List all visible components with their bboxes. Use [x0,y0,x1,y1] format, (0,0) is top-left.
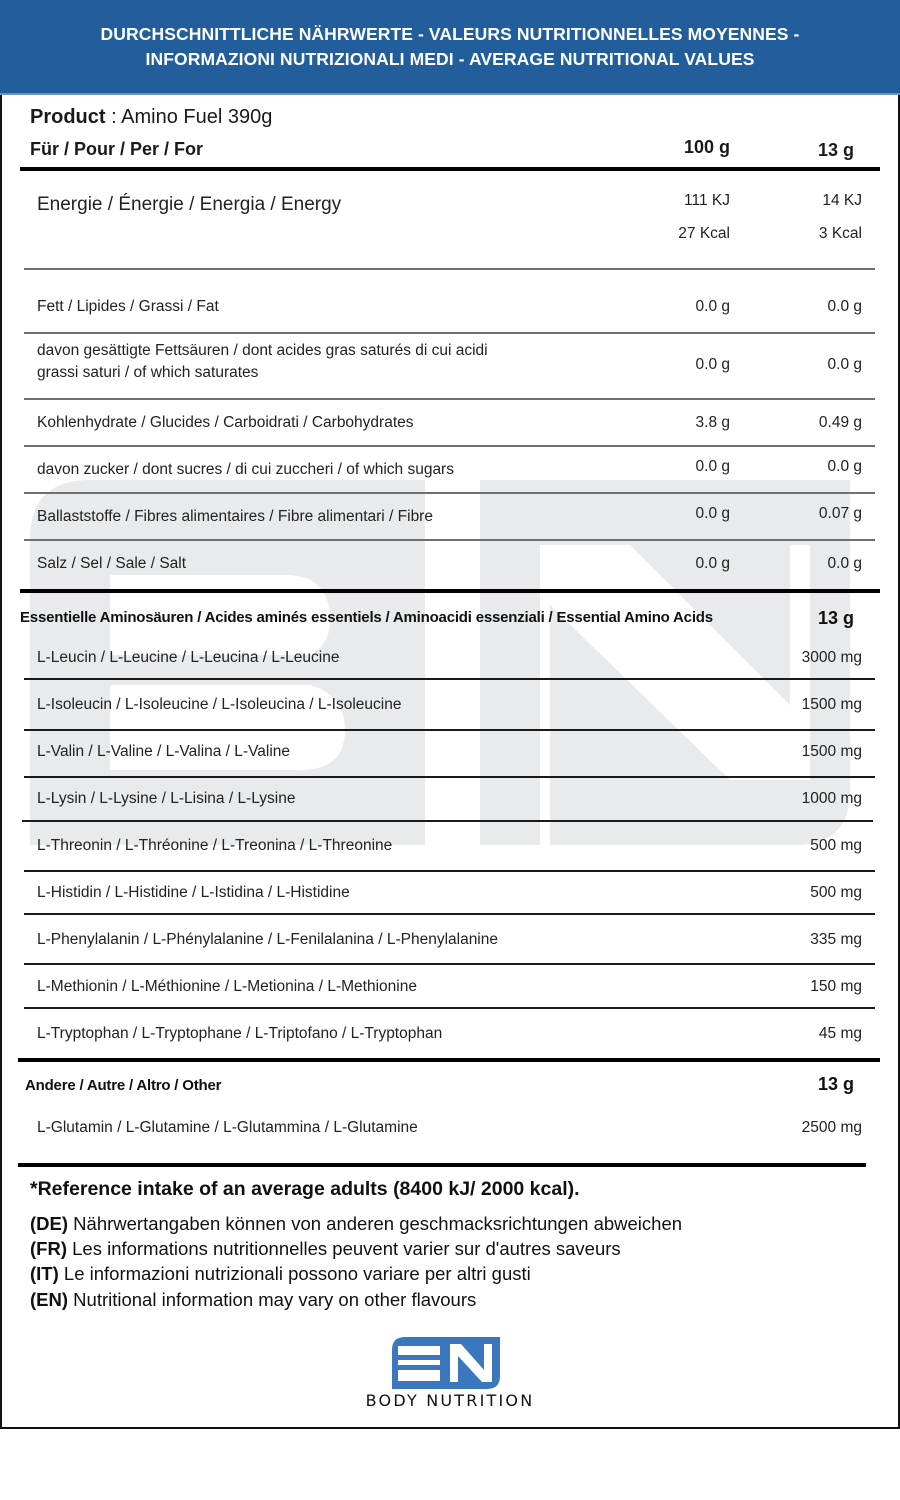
other-serving: 13 g [817,1074,854,1094]
energy-label: Energie / Énergie / Energia / Energy [37,194,342,215]
row-divider [24,539,875,541]
row-divider [24,445,875,447]
note-text: Les informations nutritionnelles peuvent varier sur d'autres saveurs [66,1238,621,1259]
amino-label: L-Phenylalanin / L-Phénylalanine / L-Fenilalanina / L-Phenylalanine [37,931,498,948]
other-title: Andere / Autre / Altro / Other [25,1077,222,1094]
nutrient-label: Ballaststoffe / Fibres alimentaires / Fibre alimentari / Fibre [37,508,433,525]
nutrient-per100: 0.0 g [695,356,730,373]
section-divider [18,1058,880,1062]
amino-value: 500 mg [810,837,862,854]
amino-value: 150 mg [810,978,862,995]
note-text: Nutritional information may vary on other flavours [68,1289,477,1310]
amino-label: L-Methionin / L-Méthionine / L-Metionina / L-Methionine [37,978,417,995]
note-text: Nährwertangaben können von anderen geschmacksrichtungen abweichen [68,1213,683,1234]
amino-label: L-Valin / L-Valine / L-Valina / L-Valine [37,743,291,760]
amino-label: L-Threonin / L-Thréonine / L-Treonina / L-Threonine [37,837,393,854]
other-label: L-Glutamin / L-Glutamine / L-Glutammina / L-Glutamine [37,1119,418,1136]
row-divider [24,268,875,270]
note-it [30,1263,531,1285]
nutrient-per100: 0.0 g [695,555,730,572]
nutrient-per100: 3.8 g [695,414,730,431]
amino-value: 500 mg [810,884,862,901]
nutrient-serving: 0.0 g [827,555,862,572]
amino-label: L-Lysin / L-Lysine / L-Lisina / L-Lysine [37,790,296,807]
reference-intake-note: *Reference intake of an average adults (8400 kJ/ 2000 kcal). [30,1178,580,1200]
nutrient-serving: 0.07 g [818,505,862,522]
section-divider [20,589,880,593]
nutrient-per100: 0.0 g [695,298,730,315]
nutrient-label: Fett / Lipides / Grassi / Fat [37,298,219,315]
amino-label: L-Histidin / L-Histidine / L-Istidina / L-Histidine [37,884,350,901]
per-label: Für / Pour / Per / For [30,139,204,159]
column-100g: 100 g [683,137,730,157]
title-line-2: INFORMAZIONI NUTRIZIONALI MEDI - AVERAGE NUTRITIONAL VALUES [145,49,755,69]
product-separator: : [105,106,122,128]
nutrient-label-line2: grassi saturi / of which saturates [37,364,259,381]
note-code: (EN) [30,1289,69,1310]
nutrient-label: Salz / Sel / Sale / Salt [37,555,187,572]
row-divider [24,492,875,494]
note-fr [30,1238,621,1260]
nutrient-serving: 0.0 g [827,356,862,373]
note-text: Le informazioni nutrizionali possono variare per altri gusti [58,1263,531,1284]
product-name: Amino Fuel 390g [121,106,273,128]
column-header-row [30,139,860,163]
note-code: (DE) [30,1213,69,1234]
row-divider [24,870,875,872]
energy-kj-100g: 111 KJ [684,192,730,209]
amino-value: 45 mg [818,1025,862,1042]
nutrient-serving: 0.0 g [827,458,862,475]
column-serving: 13 g [817,140,854,160]
row-divider [22,820,873,822]
row-divider [24,913,875,915]
nutrient-per100: 0.0 g [695,505,730,522]
energy-kcal-100g: 27 Kcal [678,225,730,242]
row-divider [24,1007,875,1009]
amino-label: L-Tryptophan / L-Tryptophane / L-Triptofano / L-Tryptophan [37,1025,443,1042]
header-divider [20,167,880,171]
row-divider [24,729,875,731]
brand-name: BODY NUTRITION [365,1391,535,1410]
row-divider [24,398,875,400]
note-code: (IT) [30,1263,59,1284]
amino-value: 3000 mg [801,649,862,666]
product-line [30,106,272,129]
product-label: Product [30,106,106,128]
amino-value: 1500 mg [801,743,862,760]
title-line-1: DURCHSCHNITTLICHE NÄHRWERTE - VALEURS NUTRITIONNELLES MOYENNES - [100,24,800,44]
amino-value: 1000 mg [801,790,862,807]
amino-value: 335 mg [810,931,862,948]
row-divider [24,963,875,965]
nutrient-label: Kohlenhydrate / Glucides / Carboidrati / Carbohydrates [37,414,414,431]
amino-label: L-Leucin / L-Leucine / L-Leucina / L-Leucine [37,649,340,666]
essential-amino-serving: 13 g [817,608,854,628]
amino-value: 1500 mg [801,696,862,713]
nutrient-label-line1: davon gesättigte Fettsäuren / dont acides gras saturés di cui acidi [37,342,488,359]
nutrient-serving: 0.0 g [827,298,862,315]
note-en [30,1289,476,1311]
note-code: (FR) [30,1238,67,1259]
row-divider [24,332,875,334]
nutrient-label: davon zucker / dont sucres / di cui zuccheri / of which sugars [37,461,454,478]
amino-label: L-Isoleucin / L-Isoleucine / L-Isoleucina / L-Isoleucine [37,696,402,713]
essential-amino-title: Essentielle Aminosäuren / Acides aminés essentiels / Aminoacidi essenziali / Essential Amino Acids [20,609,713,626]
nutrient-per100: 0.0 g [695,458,730,475]
energy-kj-serving: 14 KJ [822,192,862,209]
section-divider [18,1163,866,1167]
nutrient-serving: 0.49 g [818,414,862,431]
other-value: 2500 mg [801,1119,862,1136]
note-de [30,1213,682,1235]
row-divider [24,678,875,680]
energy-kcal-serving: 3 Kcal [818,225,862,242]
row-divider [24,776,875,778]
